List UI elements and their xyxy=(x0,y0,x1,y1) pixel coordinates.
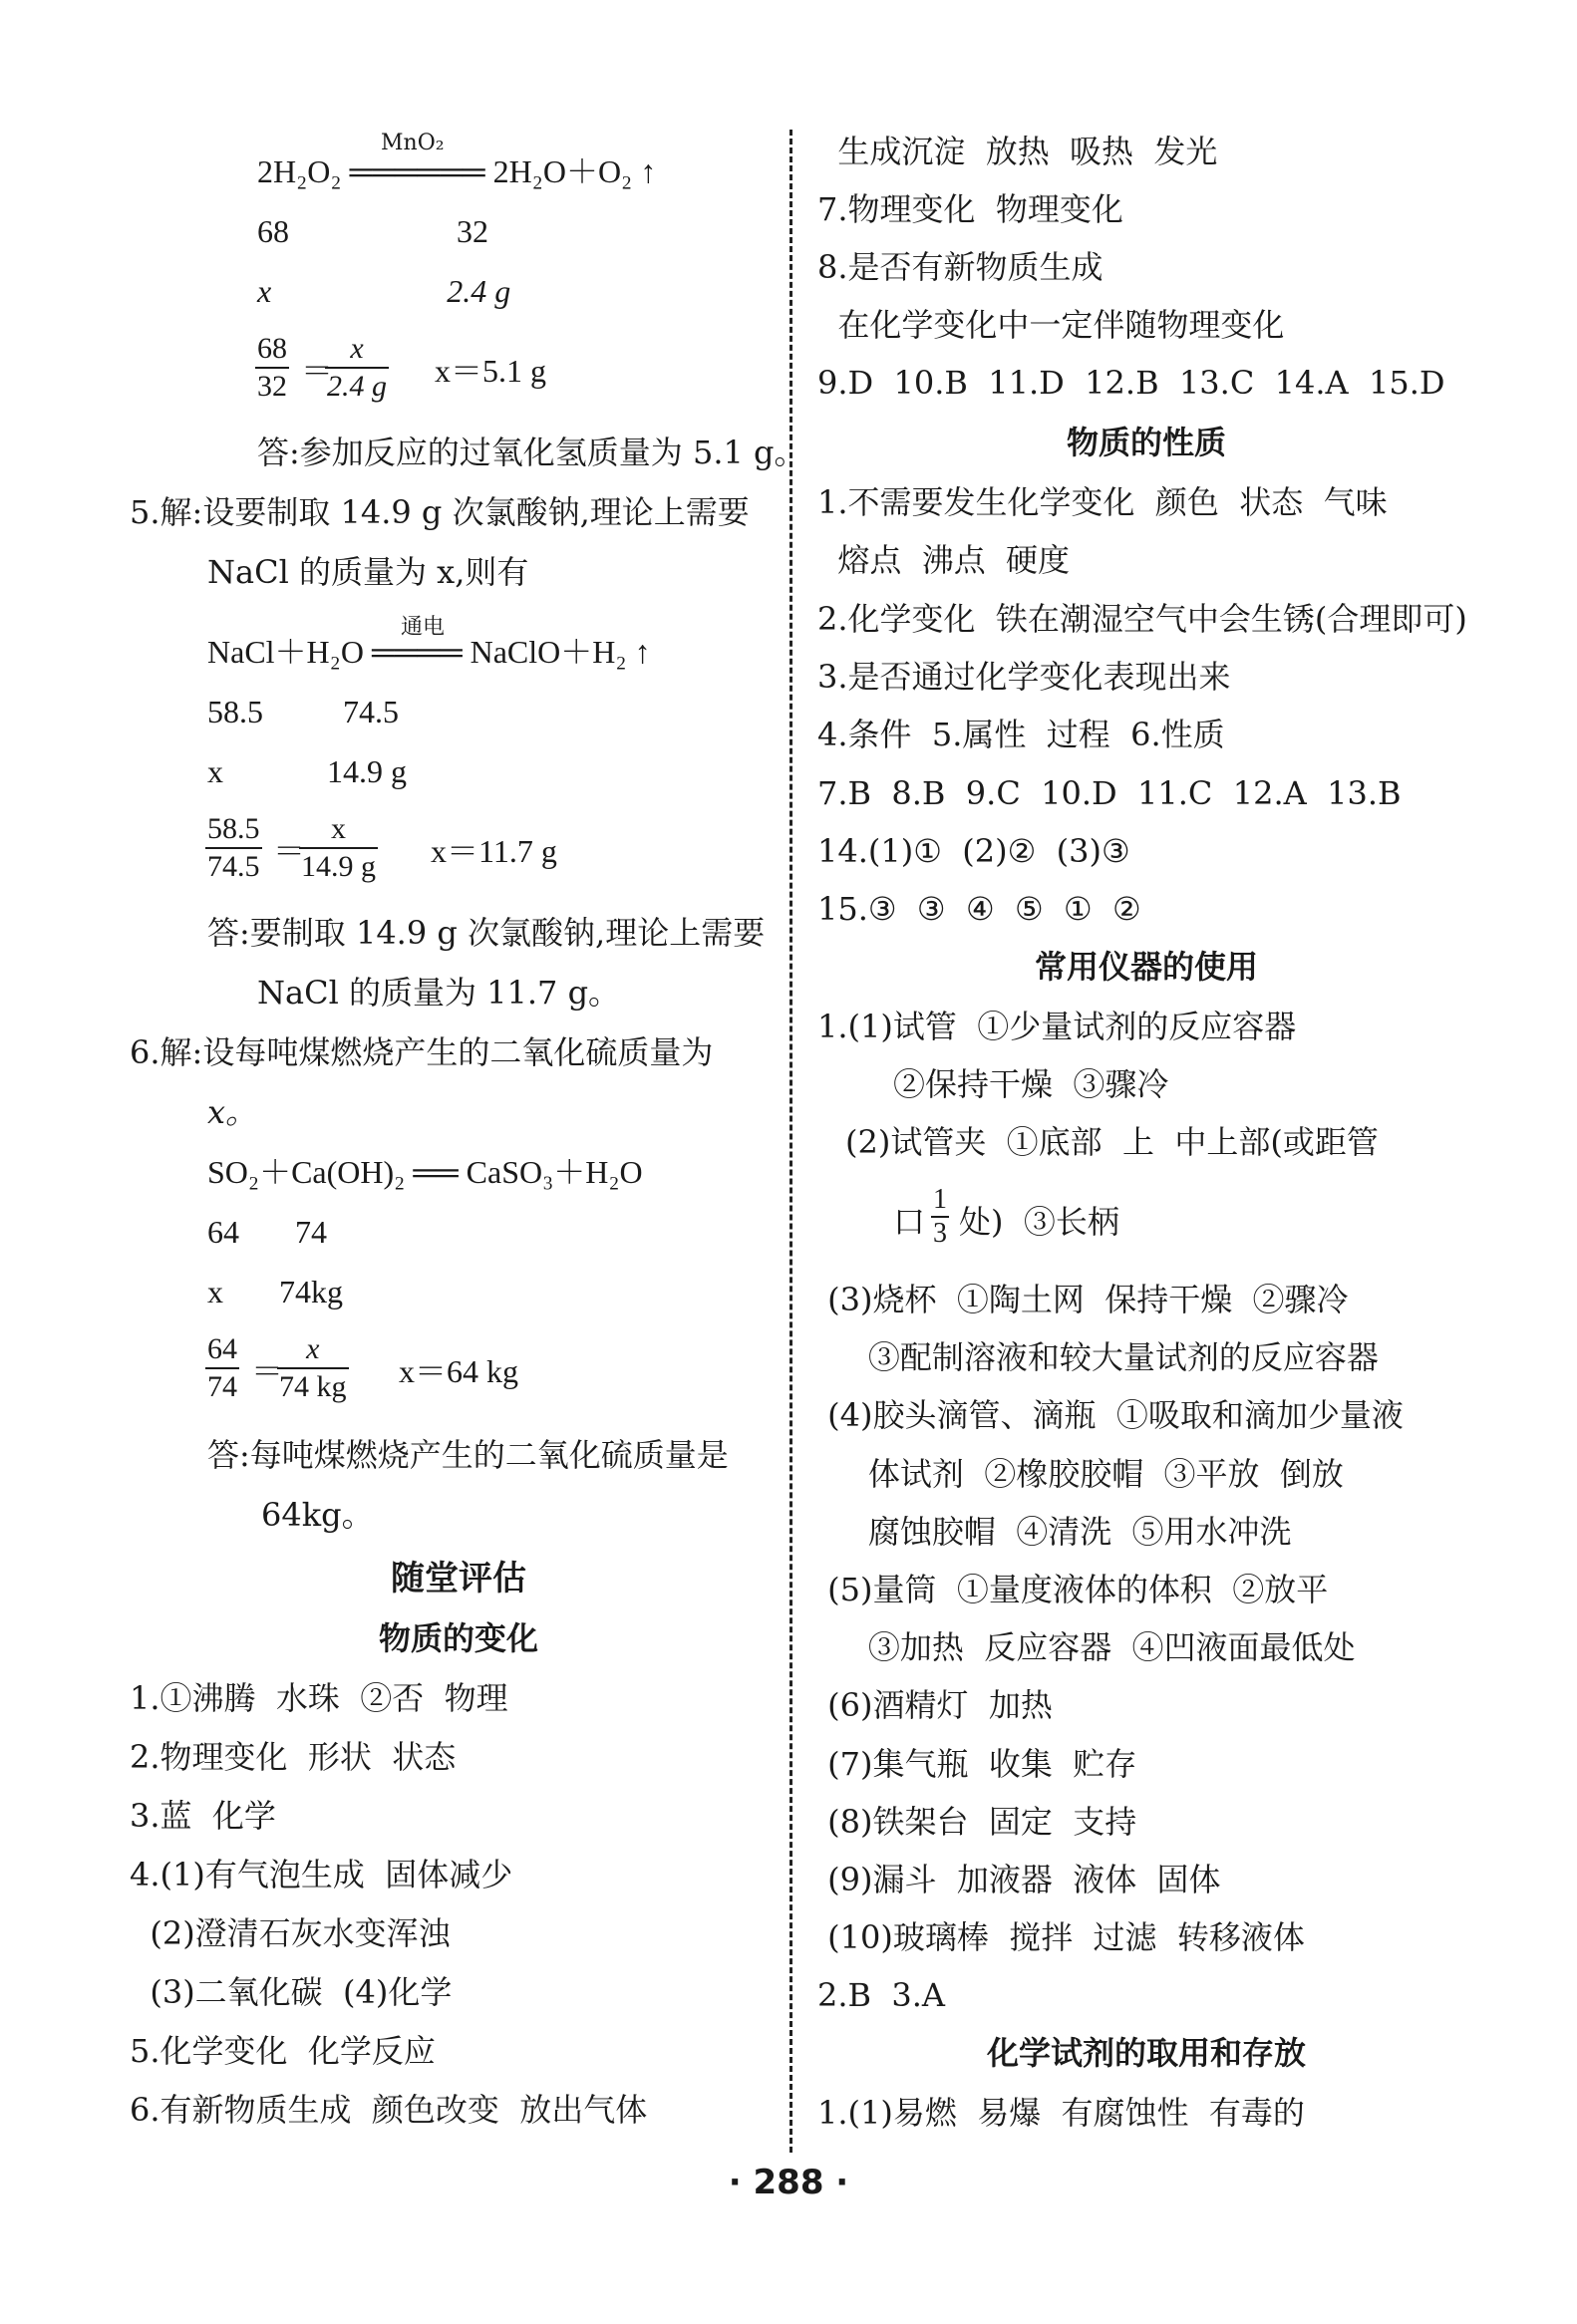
answer-line: (9)漏斗 加液器 液体 固体 xyxy=(817,1861,1221,1898)
answer-line: 4.(1)有气泡生成 固体减少 xyxy=(130,1856,513,1893)
fraction-denominator: 32 xyxy=(257,370,287,403)
answer-line: 5.化学变化 化学反应 xyxy=(130,2032,436,2070)
answer-line: (6)酒精灯 加热 xyxy=(817,1686,1053,1725)
section-title: 随堂评估 xyxy=(391,1559,526,1598)
equation-3-answer-2: 64kg。 xyxy=(261,1496,374,1534)
fraction-denominator: 74 kg xyxy=(279,1370,347,1403)
equation-3-answer-1: 答:每吨煤燃烧产生的二氧化硫质量是 xyxy=(207,1436,729,1474)
equation-2: NaCl＋H₂O ════ NaClO＋H₂ ↑ xyxy=(207,634,651,670)
question-6-line-2: x。 xyxy=(207,1093,258,1131)
answer-line: (5)量筒 ①量度液体的体积 ②放平 xyxy=(817,1571,1329,1608)
answer-line: 熔点 沸点 硬度 xyxy=(817,541,1071,580)
title-reagents: 化学试剂的取用和存放 xyxy=(986,2034,1306,2072)
fraction-2a xyxy=(205,811,262,885)
answer-line: (2)澄清石灰水变浑浊 xyxy=(130,1914,451,1952)
answer-line: (3)二氧化碳 (4)化学 xyxy=(130,1973,453,2011)
answer-line: 1.①沸腾 水珠 ②否 物理 xyxy=(130,1679,508,1717)
answer-line: 生成沉淀 放热 吸热 发光 xyxy=(817,133,1218,170)
answer-line: 7.B 8.B 9.C 10.D 11.C 12.A 13.B xyxy=(817,773,1402,812)
fraction-numerator: 64 xyxy=(205,1331,239,1369)
equals-sign: ＝ xyxy=(251,1353,284,1389)
equation-2-answer-1: 答:要制取 14.9 g 次氯酸钠,理论上需要 xyxy=(207,914,766,952)
fraction-numerator: 1 xyxy=(931,1184,949,1218)
instrument-2b-pre: 口 xyxy=(893,1203,926,1241)
answer-line: 3.是否通过化学变化表现出来 xyxy=(817,657,1231,696)
fraction-numerator: 68 xyxy=(255,331,289,369)
subsection-title: 物质的变化 xyxy=(378,1619,538,1657)
fraction-numerator: x xyxy=(299,811,378,849)
fraction-denominator: 2.4 g xyxy=(327,370,387,403)
answer-line: 9.D 10.B 11.D 12.B 13.C 14.A 15.D xyxy=(817,364,1445,402)
fraction-numerator: 58.5 xyxy=(205,811,262,849)
equation-1-answer: 答:参加反应的过氧化氢质量为 5.1 g。 xyxy=(257,434,806,471)
fraction-one-third xyxy=(931,1184,949,1250)
answer-line: ③加热 反应容器 ④凹液面最低处 xyxy=(817,1628,1356,1667)
fraction-1b xyxy=(325,331,389,405)
answer-line: 腐蚀胶帽 ④清洗 ⑤用水冲洗 xyxy=(817,1512,1292,1551)
answer-line: 7.物理变化 物理变化 xyxy=(817,190,1123,228)
equals-sign: ＝ xyxy=(301,353,334,389)
fraction-denominator: 14.9 g xyxy=(301,850,376,883)
fraction-denominator: 74 xyxy=(207,1370,237,1403)
equation-1: 2H₂O₂ ══════ 2H₂O＋O₂ ↑ xyxy=(257,153,657,189)
equation-1-mass: 68 32 xyxy=(257,213,488,249)
fraction-3a xyxy=(205,1331,239,1405)
equation-2-result: x＝11.7 g xyxy=(431,833,557,869)
fraction-numerator: x xyxy=(277,1331,349,1369)
question-5-line-2: NaCl 的质量为 x,则有 xyxy=(207,553,529,591)
instrument-1a: 1.(1)试管 ①少量试剂的反应容器 xyxy=(817,1008,1297,1045)
condition-label: 通电 xyxy=(401,615,446,640)
equation-3-result: x＝64 kg xyxy=(399,1353,519,1389)
title-instruments: 常用仪器的使用 xyxy=(1034,948,1258,986)
answer-line: 2.B 3.A xyxy=(817,1976,946,2015)
answer-line: 2.化学变化 铁在潮湿空气中会生锈(合理即可) xyxy=(817,599,1467,638)
title-properties: 物质的性质 xyxy=(1066,424,1226,461)
reagents-1: 1.(1)易燃 易爆 有腐蚀性 有毒的 xyxy=(817,2094,1305,2132)
answer-line: 体试剂 ②橡胶胶帽 ③平放 倒放 xyxy=(817,1454,1344,1493)
answer-line: 6.有新物质生成 颜色改变 放出气体 xyxy=(130,2091,648,2129)
equation-2-var: x 14.9 g xyxy=(207,753,407,789)
page-number: · 288 · xyxy=(728,2163,849,2202)
answer-line: 8.是否有新物质生成 xyxy=(817,248,1104,286)
fraction-2b xyxy=(299,811,378,885)
fraction-denominator: 74.5 xyxy=(207,850,260,883)
equation-1-var: x 2.4 g xyxy=(257,273,511,309)
catalyst-label: MnO₂ xyxy=(381,131,445,155)
equation-2-mass: 58.5 74.5 xyxy=(207,694,399,729)
equation-3-mass: 64 74 xyxy=(207,1214,327,1250)
answer-line: 4.条件 5.属性 过程 6.性质 xyxy=(817,716,1225,754)
answer-line: 15.③ ③ ④ ⑤ ① ② xyxy=(817,890,1141,929)
answer-line: (3)烧杯 ①陶土网 保持干燥 ②骤冷 xyxy=(817,1281,1349,1318)
answer-line: 2.物理变化 形状 状态 xyxy=(130,1738,457,1776)
answer-line: ③配制溶液和较大量试剂的反应容器 xyxy=(817,1338,1379,1377)
answer-line: 在化学变化中一定伴随物理变化 xyxy=(817,306,1285,344)
equals-sign: ＝ xyxy=(273,833,306,869)
fraction-3b xyxy=(277,1331,349,1405)
fraction-numerator: x xyxy=(325,331,389,369)
instrument-1b: ②保持干燥 ③骤冷 xyxy=(893,1065,1169,1103)
fraction-1a xyxy=(255,331,289,405)
fraction-denominator: 3 xyxy=(933,1218,947,1249)
instrument-2a: (2)试管夹 ①底部 上 中上部(或距管 xyxy=(845,1123,1379,1161)
question-6-line-1: 6.解:设每吨煤燃烧产生的二氧化硫质量为 xyxy=(130,1033,714,1071)
answer-line: 1.不需要发生化学变化 颜色 状态 气味 xyxy=(817,483,1388,521)
column-divider xyxy=(789,130,792,2153)
answer-line: 3.蓝 化学 xyxy=(130,1797,276,1835)
answer-line: (8)铁架台 固定 支持 xyxy=(817,1802,1137,1841)
equation-3-var: x 74kg xyxy=(207,1274,343,1309)
equation-3: SO₂＋Ca(OH)₂ ══ CaSO₃＋H₂O xyxy=(207,1154,643,1190)
answer-line: 14.(1)① (2)② (3)③ xyxy=(817,831,1130,870)
answer-line: (10)玻璃棒 搅拌 过滤 转移液体 xyxy=(817,1918,1305,1957)
equation-1-result: x＝5.1 g xyxy=(435,353,547,389)
equation-2-answer-2: NaCl 的质量为 11.7 g。 xyxy=(257,974,621,1012)
question-5-line-1: 5.解:设要制取 14.9 g 次氯酸钠,理论上需要 xyxy=(130,493,750,531)
answer-line: (7)集气瓶 收集 贮存 xyxy=(817,1744,1137,1783)
answer-line: (4)胶头滴管、滴瓶 ①吸取和滴加少量液 xyxy=(817,1396,1404,1435)
instrument-2b-post: 处) ③长柄 xyxy=(959,1203,1119,1241)
